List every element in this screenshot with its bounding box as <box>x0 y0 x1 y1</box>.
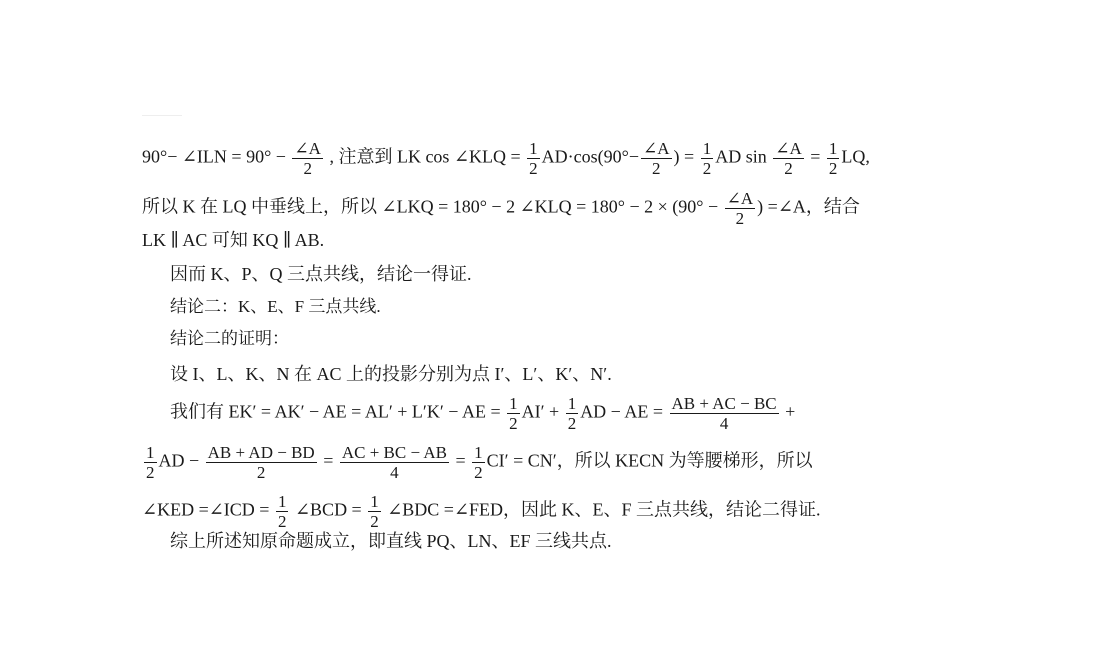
text-segment: ) =∠A，结合 <box>757 196 860 217</box>
math-line-2 <box>142 189 860 228</box>
proof-heading: 结论二的证明： <box>170 329 289 348</box>
math-line-8 <box>170 394 795 433</box>
fraction: $\frac{1}{2}$ <box>474 443 483 482</box>
text-segment: AD·cos(90°− <box>541 146 640 167</box>
text-segment: ) = <box>673 146 695 167</box>
text-segment: = <box>810 146 821 167</box>
math-line-10 <box>142 492 821 531</box>
fraction: $\frac{AC + BC - AB}{4}$ <box>341 443 447 482</box>
text-segment: ∠BCD = <box>294 499 362 520</box>
math-line-1 <box>142 139 870 178</box>
text-segment: ∠BDC =∠FED，因此 K、E、F 三点共线，结论二得证. <box>387 499 821 520</box>
fraction: $\frac{\angle A}{2}$ <box>726 189 754 228</box>
fraction: $\frac{1}{2}$ <box>567 394 577 433</box>
math-line-9 <box>142 443 813 482</box>
math-line-4: 因而 K、P、Q 三点共线，结论一得证. <box>170 264 472 284</box>
fraction: $\frac{1}{2}$ <box>828 139 838 178</box>
text-segment: = <box>455 450 466 471</box>
fraction: $\frac{AB + AD - BD}{2}$ <box>207 443 315 482</box>
text-segment: AD sin <box>715 146 767 167</box>
text-segment: LQ, <box>841 146 870 167</box>
text-segment: 所以 K 在 LQ 中垂线上，所以 ∠LKQ = 180° − 2 ∠KLQ = 180° − 2 × (90° − <box>142 196 719 217</box>
text-segment: AD − AE = <box>580 401 663 422</box>
fraction: $\frac{1}{2}$ <box>702 139 712 178</box>
fraction: $\frac{1}{2}$ <box>277 492 287 531</box>
fraction: $\frac{1}{2}$ <box>529 139 538 178</box>
fraction: $\frac{\angle A}{2}$ <box>775 139 802 178</box>
fraction: $\frac{AB + AC - BC}{4}$ <box>671 394 777 433</box>
text-segment: 90°− ∠ILN = 90° − <box>142 146 286 167</box>
fraction: $\frac{1}{2}$ <box>509 394 518 433</box>
text-segment: = <box>323 450 334 471</box>
text-segment: 我们有 EK′ = AK′ − AE = AL′ + L′K′ − AE = <box>170 401 501 422</box>
text-segment: + <box>785 401 796 422</box>
summary-line: 综上所述知原命题成立，即直线 PQ、LN、EF 三线共点. <box>170 531 612 551</box>
fraction: $\frac{1}{2}$ <box>370 492 379 531</box>
text-segment: CI′ = CN′，所以 KECN 为等腰梯形，所以 <box>486 450 813 471</box>
text-segment: ∠KED =∠ICD = <box>142 499 270 520</box>
fraction: $\frac{\angle A}{2}$ <box>294 139 321 178</box>
math-line-3: LK ∥ AC 可知 KQ ∥ AB. <box>142 230 325 250</box>
faint-rule <box>142 115 182 116</box>
conclusion-two-heading: 结论二：K、E、F 三点共线. <box>170 297 381 316</box>
fraction: $\frac{\angle A}{2}$ <box>643 139 670 178</box>
text-segment: AI′ + <box>521 401 560 422</box>
text-segment: , 注意到 LK cos ∠KLQ = <box>329 146 521 167</box>
fraction: $\frac{1}{2}$ <box>146 443 155 482</box>
text-segment: AD − <box>158 450 200 471</box>
math-line-7: 设 I、L、K、N 在 AC 上的投影分别为点 I′、L′、K′、N′. <box>170 364 612 384</box>
